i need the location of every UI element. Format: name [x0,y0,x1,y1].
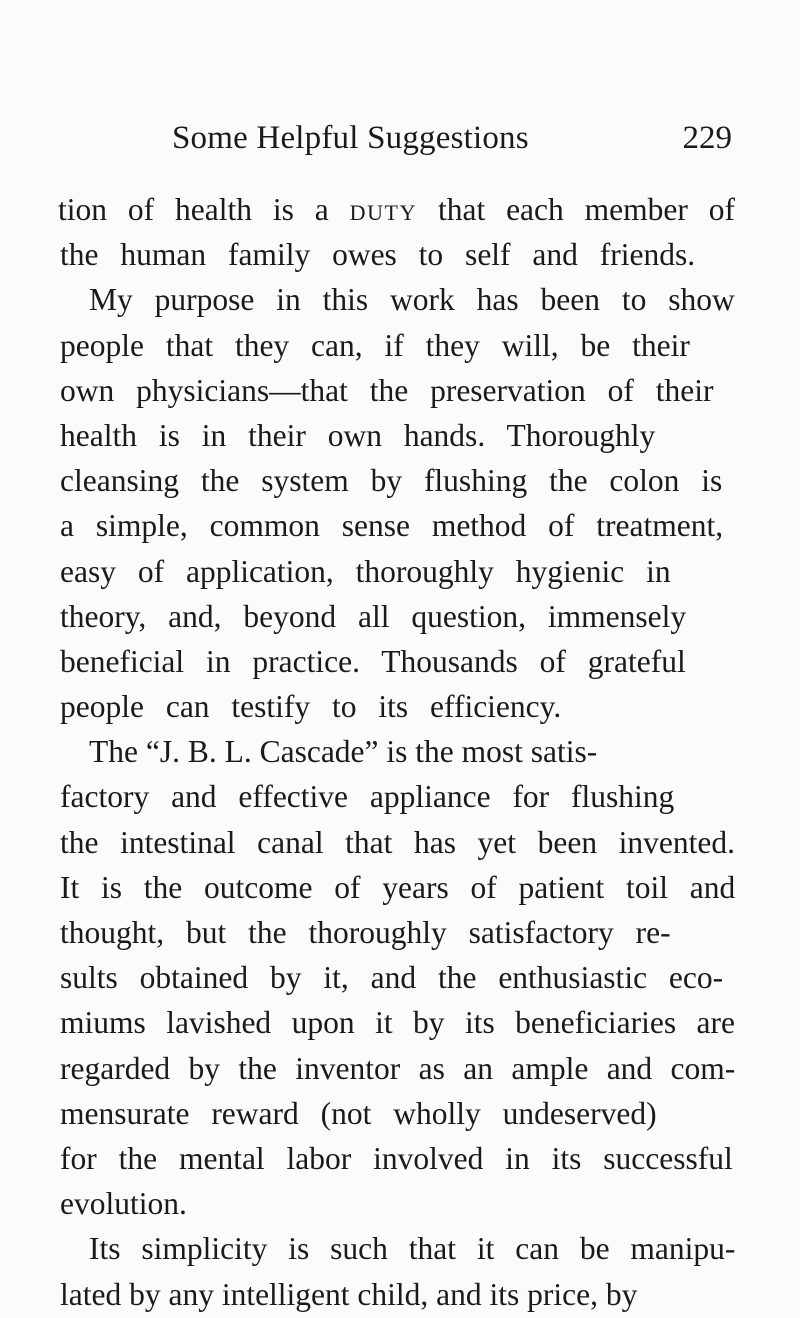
text-line: The “J. B. L. Cascade” is the most satis- [89,734,598,770]
text-line: the human family owes to self and friends. [60,237,696,273]
text-line: mensurate reward (not wholly undeserved) [60,1095,657,1131]
text-line: the intestinal canal that has yet been invented. [60,824,736,860]
text-line: cleansing the system by flushing the colon is [60,463,723,499]
text-segment: that each member of [417,192,735,227]
smallcaps-word: DUTY [349,200,418,225]
running-head [172,116,732,160]
text-line: easy of application, thoroughly hygienic in [60,553,671,589]
text-line: sults obtained by it, and the enthusiastic eco- [60,960,724,996]
text-line: people that they can, if they will, be their [60,327,690,363]
text-line [60,187,735,232]
text-line: miums lavished upon it by its beneficiaries are [60,1005,735,1041]
text-line: My purpose in this work has been to show [89,282,735,318]
text-line: theory, and, beyond all question, immensely [60,598,687,634]
text-line: people can testify to its efficiency. [60,689,562,725]
text-line: lated by any intelligent child, and its price, by [60,1276,638,1312]
text-line: a simple, common sense method of treatment, [60,508,724,544]
text-line: for the mental labor involved in its successful [60,1140,733,1176]
page-number: 229 [682,120,732,156]
text-line: Its simplicity is such that it can be manipu- [89,1231,736,1267]
text-line: beneficial in practice. Thousands of grateful [60,643,686,679]
text-line: thought, but the thoroughly satisfactory re- [60,915,671,950]
running-title: Some Helpful Suggestions [172,120,529,156]
body-text [60,187,735,1317]
text-segment: tion of health is a [58,192,350,227]
text-line: regarded by the inventor as an ample and com- [60,1050,736,1086]
text-line: evolution. [60,1186,187,1222]
text-line: health is in their own hands. Thoroughly [60,417,656,453]
text-line: It is the outcome of years of patient toil and [60,869,736,905]
text-line: own physicians—that the preservation of their [60,372,714,408]
text-line: factory and effective appliance for flushing [60,779,675,815]
